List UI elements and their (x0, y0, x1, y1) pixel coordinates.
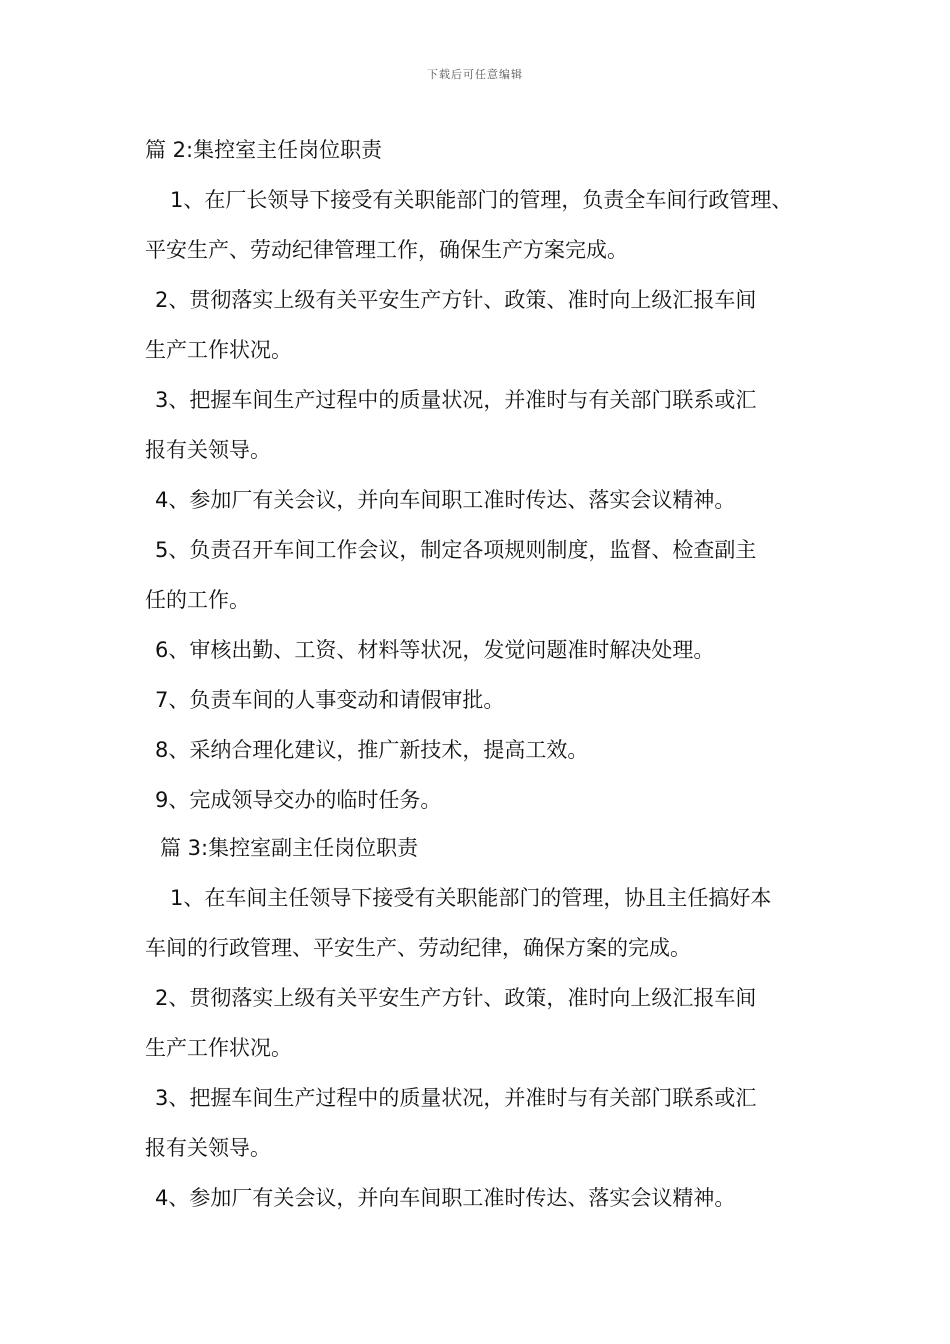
text-line: 报有关领导。 (145, 1136, 271, 1160)
text-line: 报有关领导。 (145, 438, 271, 462)
text-line: 生产工作状况。 (145, 338, 292, 362)
header-note: 下载后可任意编辑 (427, 68, 523, 81)
text-line: 生产工作状况。 (145, 1036, 292, 1060)
text-line: 3、把握车间生产过程中的质量状况，并准时与有关部门联系或汇 (155, 388, 757, 412)
text-line: 5、负责召开车间工作会议，制定各项规则制度，监督、检查副主 (155, 538, 757, 562)
section-title-3: 篇 3:集控室副主任岗位职责 (160, 836, 419, 860)
text-line: 车间的行政管理、平安生产、劳动纪律，确保方案的完成。 (145, 936, 691, 960)
text-line: 2、贯彻落实上级有关平安生产方针、政策、准时向上级汇报车间 (155, 288, 757, 312)
text-line: 任的工作。 (145, 588, 250, 612)
text-line: 7、负责车间的人事变动和请假审批。 (155, 688, 505, 712)
section-title-2: 篇 2:集控室主任岗位职责 (145, 138, 383, 162)
text-line: 2、贯彻落实上级有关平安生产方针、政策，准时向上级汇报车间 (155, 986, 757, 1010)
text-line: 平安生产、劳动纪律管理工作，确保生产方案完成。 (145, 238, 628, 262)
text-line: 4、参加厂有关会议，并向车间职工准时传达、落实会议精神。 (155, 1186, 736, 1210)
text-line: 9、完成领导交办的临时任务。 (155, 788, 442, 812)
text-line: 1、在厂长领导下接受有关职能部门的管理，负责全车间行政管理、 (170, 188, 793, 212)
text-line: 1、在车间主任领导下接受有关职能部门的管理，协且主任搞好本 (170, 886, 772, 910)
text-line: 6、审核出勤、工资、材料等状况，发觉问题准时解决处理。 (155, 638, 715, 662)
text-line: 8、采纳合理化建议，推广新技术，提高工效。 (155, 738, 589, 762)
text-line: 3、把握车间生产过程中的质量状况，并准时与有关部门联系或汇 (155, 1086, 757, 1110)
text-line: 4、参加厂有关会议，并向车间职工准时传达、落实会议精神。 (155, 488, 736, 512)
